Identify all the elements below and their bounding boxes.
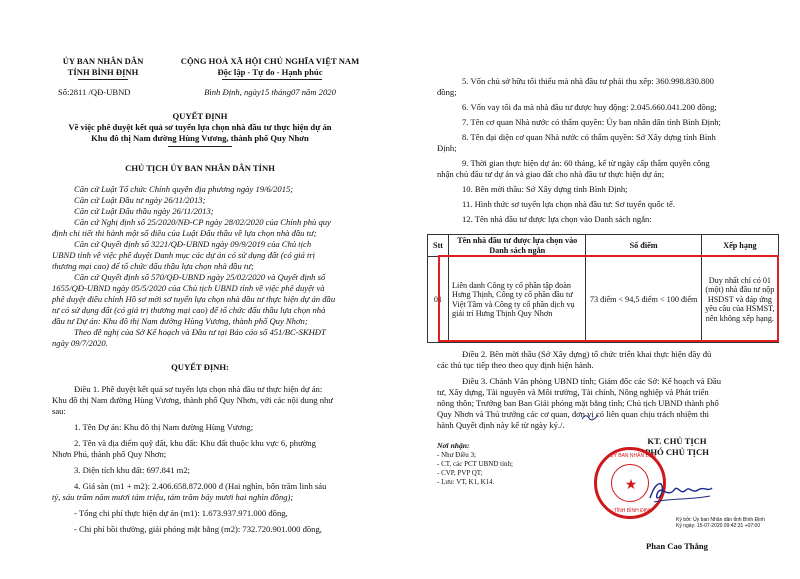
article2-line: các thủ tục tiếp theo theo quy định hiện hành.: [437, 360, 594, 370]
basis-line: Theo đề nghị của Sở Kế hoạch và Đầu tư tại Báo cáo số 451/BC-SKHĐT: [74, 327, 326, 337]
seal-star-icon: ★: [624, 478, 638, 493]
article1-line: sau:: [52, 406, 66, 416]
col-header-rank: Xếp hạng: [701, 235, 778, 257]
basis-line: Căn cứ Luật Tổ chức Chính quyền địa phương ngày 19/6/2015;: [74, 184, 294, 194]
subject-line2: Khu đô thị Nam đường Hùng Vương, thành phố Quy Nhơn: [91, 133, 309, 143]
article1-line: Khu đô thị Nam đường Hùng Vương, thành phố Quy Nhơn, với các nội dung như: [52, 395, 333, 405]
basis-line: Căn cứ Luật Đấu thầu ngày 26/11/2013;: [74, 206, 214, 216]
article3-line: Quy Nhơn và Thủ trưởng các cơ quan, đơn vị có liên quan chịu trách nhiệm thi: [437, 409, 710, 419]
item-line: 9. Thời gian thực hiện dự án: 60 tháng, kể từ ngày cấp thẩm quyền công: [462, 158, 710, 168]
col-header-score: Số điểm: [586, 235, 701, 257]
org-underline: [78, 79, 128, 80]
doc-kind: QUYẾT ĐỊNH: [172, 111, 228, 121]
cell-investor: Liên danh Công ty cổ phần tập đoàn Hưng Thịnh, Công ty cổ phần đầu tư Việt Tâm và Công ty cổ phần dịch vụ giải trí Hưng Thịnh Quy Nhơn: [449, 257, 586, 343]
item-line: 11. Hình thức sơ tuyển lựa chọn nhà đầu tư: Sơ tuyển quốc tế.: [462, 199, 675, 209]
col-header-stt: Stt: [428, 235, 449, 257]
article3-line: hành Quyết định này kể từ ngày ký./.: [437, 420, 565, 430]
issue-date: Bình Định, ngày15 tháng07 năm 2020: [204, 87, 336, 97]
org-line2: TỈNH BÌNH ĐỊNH: [67, 67, 139, 77]
item-line: 12. Tên nhà đầu tư được lựa chọn vào Danh sách ngắn:: [462, 214, 652, 224]
table-header-row: [428, 235, 779, 257]
basis-line: đầu tư Dự án: Khu đô thị Nam đường Hùng Vương, thành phố Quy Nhơn;: [52, 316, 308, 326]
basis-line: Căn cứ Luật Đầu tư ngày 26/11/2013;: [74, 195, 206, 205]
article1-line: 2. Tên và địa điểm quỹ đất, khu đất: Khu đất thuộc khu vực 6, phường: [74, 438, 316, 448]
digital-signature-line: Ký ngày: 15-07-2020 09:42:31 +07:00: [676, 523, 761, 529]
item-line: nhận chủ đầu tư dự án và giao đất cho nhà đầu tư thực hiện dự án;: [437, 169, 665, 179]
item-line: 7. Tên cơ quan Nhà nước có thẩm quyền: Ủy ban nhân dân tỉnh Bình Định;: [462, 117, 721, 127]
article3-line: nông thôn; Trưởng ban Ban Giải phóng mặt bằng tỉnh; Chủ tịch UBND thành phố: [437, 398, 719, 408]
recipient-item: - CT, các PCT UBND tỉnh;: [437, 460, 513, 468]
nation-motto: Độc lập - Tự do - Hạnh phúc: [217, 67, 323, 77]
doc-number: Số:2811 /QĐ-UBND: [58, 87, 131, 97]
subject-line1: Về việc phê duyệt kết quả sơ tuyển lựa chọn nhà đầu tư thực hiện dự án: [68, 122, 332, 132]
article1-line: - Tổng chi phí thực hiện dự án (m1): 1.673.937.971.000 đồng,: [74, 508, 288, 518]
item-line: 5. Vốn chủ sở hữu tối thiểu mà nhà đầu tư phải thu xếp: 360.998.830.800: [462, 76, 714, 86]
article1-line: 3. Diện tích khu đất: 697.841 m2;: [74, 465, 191, 475]
basis-line: Căn cứ Quyết định số 3221/QĐ-UBND ngày 09/9/2019 của Chủ tịch: [74, 239, 312, 249]
org-line1: ỦY BAN NHÂN DÂN: [62, 56, 144, 66]
signer-name: Phan Cao Thắng: [646, 541, 708, 551]
authority-heading: CHỦ TỊCH ỦY BAN NHÂN DÂN TỈNH: [125, 163, 275, 173]
motto-underline: [222, 79, 322, 80]
recipients-heading: Nơi nhận:: [437, 441, 470, 450]
basis-line: tư có sử dụng đất (có giá trị thương mại cao) để tổ chức đấu thầu lựa chọn nhà: [52, 305, 326, 315]
signer-position: PHÓ CHỦ TỊCH: [645, 447, 709, 457]
article1-line: tỷ, sáu trăm năm mươi tám triệu, tám trăm bảy mươi hai nghìn đồng);: [52, 492, 294, 502]
recipient-item: - Như Điều 3;: [437, 451, 476, 459]
article3-line: Điều 3. Chánh Văn phòng UBND tỉnh; Giám đốc các Sở: Kế hoạch và Đầu: [462, 376, 722, 386]
basis-line: Căn cứ Nghị định số 25/2020/NĐ-CP ngày 28/02/2020 của Chính phủ quy: [74, 217, 331, 227]
cell-stt: 01: [428, 257, 449, 343]
seal-text-top: ỦY BAN NHÂN DÂN: [609, 453, 657, 459]
item-line: 10. Bên mời thầu: Sở Xây dựng tỉnh Bình Định;: [462, 184, 628, 194]
item-line: đồng;: [437, 87, 457, 97]
item-line: 6. Vốn vay tối đa mà nhà đầu tư được huy động: 2.045.660.041.200 đồng;: [462, 102, 717, 112]
basis-line: thương mại cao) để tổ chức đấu thầu lựa chọn nhà đầu tư;: [52, 261, 254, 271]
subject-underline: [168, 146, 232, 147]
signer-for: KT. CHỦ TỊCH: [647, 436, 707, 446]
basis-line: Căn cứ Quyết định số 570/QĐ-UBND ngày 25/02/2020 và Quyết định số: [74, 272, 326, 282]
basis-line: 1655/QĐ-UBND ngày 05/5/2020 của Chủ tịch UBND tỉnh về việc phê duyệt và: [52, 283, 325, 293]
recipient-item: - CVP, PVP QT;: [437, 469, 483, 477]
item-line: 8. Tên đại diện cơ quan Nhà nước có thẩm quyền: Sở Xây dựng tỉnh Bình: [462, 132, 716, 142]
article1-line: - Chi phí bồi thường, giải phóng mặt bằng (m2): 732.720.901.000 đồng,: [74, 524, 322, 534]
basis-line: phê duyệt điều chỉnh Hồ sơ mời sơ tuyển lựa chọn nhà đầu tư thực hiện dự án đầu: [52, 294, 336, 304]
digital-signature-line: Ký bởi: Ủy ban Nhân dân tỉnh Bình Định: [676, 517, 765, 523]
item-line: Định;: [437, 143, 457, 153]
article1-line: 1. Tên Dự án: Khu đô thị Nam đường Hùng Vương;: [74, 422, 254, 432]
article1-line: Nhơn Phú, thành phố Quy Nhơn;: [52, 449, 167, 459]
initial-mark: [581, 412, 599, 422]
article1-line: Điều 1. Phê duyệt kết quả sơ tuyển lựa chọn nhà đầu tư thực hiện dự án:: [74, 384, 323, 394]
basis-line: UBND tỉnh về việc phê duyệt Danh mục các dự án có sử dụng đất (có giá trị: [52, 250, 316, 260]
article2-line: Điều 2. Bên mời thầu (Sở Xây dựng) tổ chức triển khai thực hiện đầy đủ: [462, 349, 712, 359]
decision-heading: QUYẾT ĐỊNH:: [171, 362, 229, 372]
cell-score: 73 điểm < 94,5 điểm < 100 điểm: [586, 257, 701, 343]
basis-line: định chi tiết thi hành một số điều của Luật Đấu thầu về lựa chọn nhà đầu tư;: [52, 228, 317, 238]
basis-line: ngày 09/7/2020.: [52, 338, 108, 348]
article3-line: tư, Xây dựng, Tài nguyên và Môi trường, Tài chính, Nông nghiệp và Phát triển: [437, 387, 709, 397]
seal-text-bottom: TỈNH BÌNH ĐỊNH: [613, 508, 653, 514]
signature: [646, 478, 716, 506]
col-header-investor: Tên nhà đầu tư được lựa chọn vào Danh sách ngắn: [449, 235, 586, 257]
recipient-item: - Lưu: VT, K1, K14.: [437, 478, 495, 486]
nation-title: CỘNG HOÀ XÃ HỘI CHỦ NGHĨA VIỆT NAM: [180, 56, 360, 66]
highlight-box: [438, 255, 779, 342]
cell-rank: Duy nhất chỉ có 01 (một) nhà đầu tư nộp HSDST và đáp ứng yêu cầu của HSMST, nên không xếp hạng.: [701, 257, 778, 343]
article1-line: 4. Giá sàn (m1 + m2): 2.406.658.872.000 đ (Hai nghìn, bốn trăm linh sáu: [74, 481, 327, 491]
